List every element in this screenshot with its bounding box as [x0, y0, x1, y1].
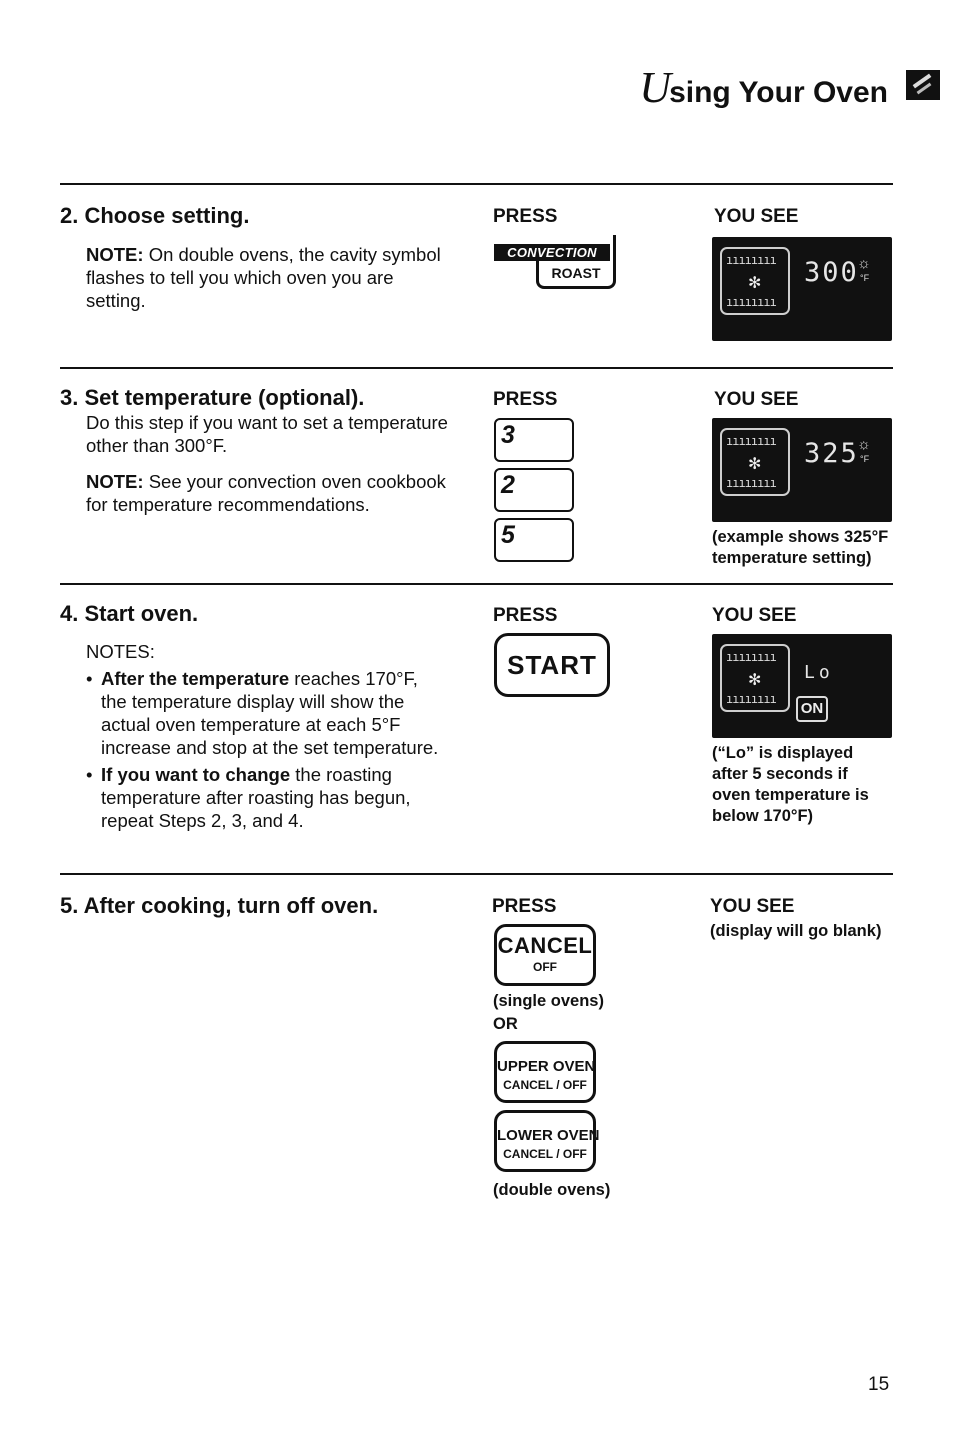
- temperature-readout: 300: [804, 257, 859, 288]
- title-initial: U: [639, 63, 670, 112]
- bullet-text: reaches 170°F, the temperature display will show the actual oven temperature at each 5°F increase and stop at the set temperature.: [101, 668, 439, 758]
- section-divider: [60, 183, 893, 185]
- convection-key-label[interactable]: CONVECTION: [494, 244, 610, 261]
- display-panel: [720, 644, 790, 712]
- section-divider: [60, 873, 893, 875]
- sun-icon: ☼: [857, 436, 871, 453]
- or-label: OR: [493, 1015, 518, 1033]
- temperature-readout: 325: [804, 438, 859, 469]
- display-caption: (example shows 325°F temperature setting): [712, 528, 889, 567]
- you-see-label: YOU SEE: [714, 206, 799, 227]
- key-label: 2: [501, 471, 515, 499]
- oven-display: [712, 634, 892, 738]
- step-3-heading: 3. Set temperature (optional).: [60, 385, 365, 410]
- press-label: PRESS: [492, 896, 557, 917]
- bullet-lead: If you want to change: [101, 764, 291, 785]
- display-ticks: ıııııııı: [726, 434, 776, 448]
- display-ticks: ıııııııı: [726, 650, 776, 664]
- key-sublabel: OFF: [533, 960, 557, 974]
- oven-display: [712, 237, 892, 341]
- step-4-heading: 4. Start oven.: [60, 601, 199, 626]
- note-label: NOTE:: [86, 471, 144, 492]
- press-label: PRESS: [493, 605, 558, 626]
- you-see-caption: (display will go blank): [710, 922, 882, 940]
- list-item: [86, 667, 446, 759]
- list-item: [86, 763, 446, 832]
- page-number: 15: [868, 1374, 890, 1395]
- fan-icon: ✻: [748, 456, 762, 473]
- press-label: PRESS: [493, 389, 558, 410]
- display-panel: [720, 428, 790, 496]
- key-label: LOWER OVEN: [497, 1127, 600, 1144]
- notes-label: NOTES:: [86, 641, 155, 662]
- cancel-off-button[interactable]: [494, 924, 596, 986]
- press-label: PRESS: [493, 206, 558, 227]
- step-3-body: Do this step if you want to set a temperature other than 300°F.: [86, 412, 448, 456]
- step-5-heading: 5. After cooking, turn off oven.: [60, 893, 379, 918]
- notes-list: [86, 667, 446, 836]
- fan-icon: ✻: [748, 275, 762, 292]
- key-sublabel: CANCEL / OFF: [503, 1078, 587, 1092]
- display-ticks: ıııııııı: [726, 692, 776, 706]
- bullet-text: the roasting temperature after roasting has begun, repeat Steps 2, 3, and 4.: [101, 764, 411, 831]
- single-ovens-caption: (single ovens): [493, 992, 604, 1010]
- key-label: CANCEL: [497, 933, 593, 958]
- convection-roast-button[interactable]: ROAST: [536, 261, 616, 289]
- note-text: See your convection oven cookbook for temperature recommendations.: [86, 471, 446, 515]
- step-2-note: [86, 243, 456, 312]
- fan-icon: ✻: [748, 672, 762, 689]
- number-key-3[interactable]: [494, 418, 574, 462]
- degree-unit: °F: [860, 273, 870, 283]
- start-button[interactable]: START: [494, 633, 610, 697]
- page-title: [639, 62, 888, 113]
- key-sublabel: CANCEL / OFF: [503, 1147, 587, 1161]
- upper-oven-cancel-button[interactable]: [494, 1041, 596, 1103]
- bullet-lead: After the temperature: [101, 668, 290, 689]
- you-see-label: YOU SEE: [712, 605, 797, 626]
- step-3-note: [86, 470, 458, 516]
- oven-manual-icon: [906, 70, 940, 100]
- number-key-5[interactable]: [494, 518, 574, 562]
- key-label: 5: [501, 521, 515, 549]
- you-see-label: YOU SEE: [710, 896, 795, 917]
- section-divider: [60, 367, 893, 369]
- note-text: On double ovens, the cavity symbol flashes to tell you which oven you are setting.: [86, 244, 441, 311]
- display-ticks: ıııııııı: [726, 295, 776, 309]
- lower-oven-cancel-button[interactable]: [494, 1110, 600, 1172]
- display-ticks: ıııııııı: [726, 476, 776, 490]
- note-label: NOTE:: [86, 244, 144, 265]
- oven-display: [712, 418, 892, 522]
- section-divider: [60, 583, 893, 585]
- double-ovens-caption: (double ovens): [493, 1181, 611, 1199]
- step-2-heading: 2. Choose setting.: [60, 203, 250, 228]
- display-ticks: ıııııııı: [726, 253, 776, 267]
- sun-icon: ☼: [857, 255, 871, 272]
- display-panel: [720, 247, 790, 315]
- you-see-label: YOU SEE: [714, 389, 799, 410]
- key-label: UPPER OVEN: [497, 1058, 596, 1075]
- degree-unit: °F: [860, 454, 870, 464]
- on-indicator: ON: [796, 696, 828, 722]
- display-caption: (“Lo” is displayed after 5 seconds if oven temperature is below 170°F): [712, 744, 869, 825]
- number-key-2[interactable]: [494, 468, 574, 512]
- temperature-readout: Lo: [804, 662, 834, 683]
- key-label: 3: [501, 421, 515, 449]
- title-text: sing Your Oven: [669, 76, 888, 109]
